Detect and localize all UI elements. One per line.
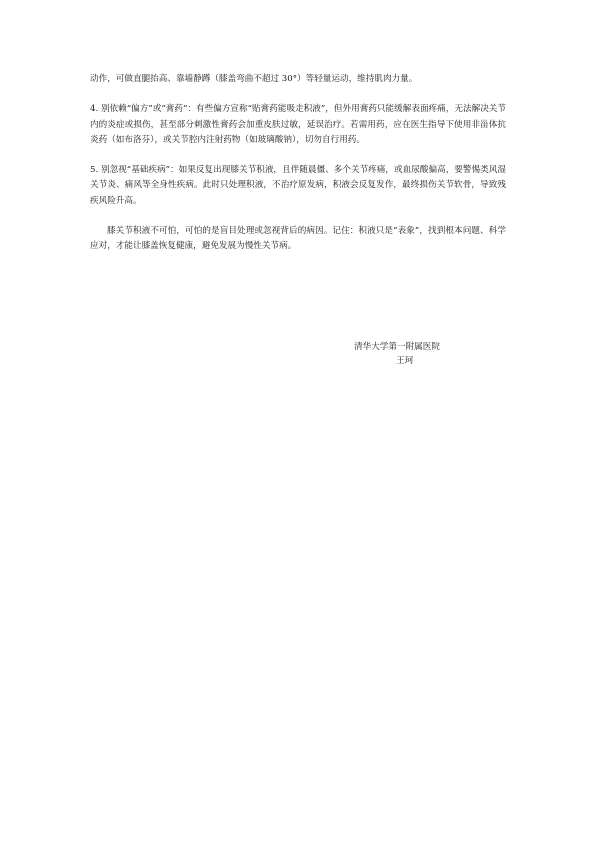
paragraph-tip-5-underlying-disease: 5. 别忽视“基础疾病”：如果反复出现膝关节积液，且伴随晨僵、多个关节疼痛，或血尿酸偏高，要警惕类风湿关节炎、痛风等全身性疾病。此时只处理积液，不治疗原发病，积液会反复发作，最终损伤关节软骨，导致残疾风险升高。: [90, 165, 506, 206]
signature-block: [354, 340, 494, 368]
article-body: [90, 72, 506, 270]
paragraph-exercise-continuation: 动作，可做直腿抬高、靠墙静蹲（膝盖弯曲不超过 30°）等轻量运动，维持肌肉力量。: [90, 74, 418, 84]
paragraph-tip-4-plasters: 4. 别依赖“偏方”或“膏药”：有些偏方宣称“贴膏药能吸走积液”，但外用膏药只能缓解表面疼痛，无法解决关节内的炎症或损伤，甚至部分刺激性膏药会加重皮肤过敏，延误治疗。若需用药，应在医生指导下使用非甾体抗炎药（如布洛芬），或关节腔内注射药物（如玻璃酸钠），切勿自行用药。: [90, 104, 506, 145]
signature-author: 王珂: [396, 356, 414, 366]
signature-institution: 清华大学第一附属医院: [354, 342, 440, 352]
paragraph-conclusion: 膝关节积液不可怕，可怕的是盲目处理或忽视背后的病因。记住：积液只是“表象”，找到根本问题、科学应对，才能让膝盖恢复健康，避免发展为慢性关节病。: [90, 225, 506, 252]
